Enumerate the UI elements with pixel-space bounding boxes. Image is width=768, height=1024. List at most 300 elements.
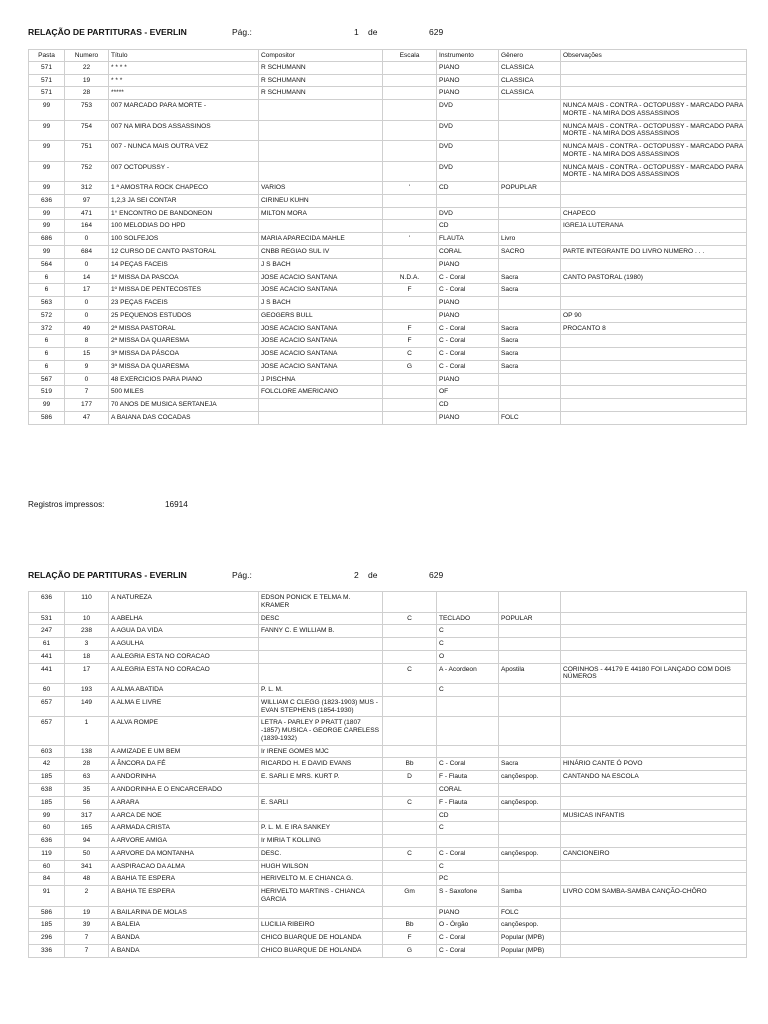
cell-titulo: A ARVORE DA MONTANHA [109, 847, 259, 860]
table-row [29, 906, 747, 919]
cell-escala [383, 696, 437, 717]
cell-titulo: A NATUREZA [109, 592, 259, 613]
cell-observacoes [561, 411, 747, 424]
cell-numero: 49 [65, 322, 109, 335]
cell-instrumento: C [437, 638, 499, 651]
cell-numero: 149 [65, 696, 109, 717]
cell-numero: 341 [65, 860, 109, 873]
cell-pasta: 564 [29, 258, 65, 271]
table-row [29, 696, 747, 717]
cell-numero: 22 [65, 61, 109, 74]
cell-escala [383, 309, 437, 322]
cell-instrumento: C [437, 684, 499, 697]
cell-numero: 17 [65, 284, 109, 297]
cell-titulo: A ALMA E LIVRE [109, 696, 259, 717]
cell-instrumento: C [437, 625, 499, 638]
cell-instrumento: DVD [437, 120, 499, 141]
table-row [29, 220, 747, 233]
cell-titulo: 3ª MISSA DA PÁSCOA [109, 348, 259, 361]
cell-numero: 317 [65, 809, 109, 822]
cell-numero: 751 [65, 141, 109, 162]
cell-escala [383, 399, 437, 412]
cell-genero: POPUPLAR [499, 182, 561, 195]
table-row [29, 411, 747, 424]
cell-escala: C [383, 847, 437, 860]
cell-genero [499, 822, 561, 835]
cell-genero [499, 120, 561, 141]
cell-escala: D [383, 771, 437, 784]
table-row [29, 61, 747, 74]
cell-genero [499, 258, 561, 271]
cell-titulo: A AGUA DA VIDA [109, 625, 259, 638]
cell-genero [499, 220, 561, 233]
cell-compositor: GEOGERS BULL [259, 309, 383, 322]
table-row [29, 625, 747, 638]
cell-observacoes: CORINHOS - 44179 E 44180 FOI LANÇADO COM DOIS NÚMEROS [561, 663, 747, 684]
cell-numero: 177 [65, 399, 109, 412]
cell-genero: Sacra [499, 271, 561, 284]
cell-numero: 7 [65, 944, 109, 957]
cell-compositor: CIRINEU KUHN [259, 194, 383, 207]
cell-genero: CLASSICA [499, 87, 561, 100]
cell-genero [499, 696, 561, 717]
cell-compositor: Ir IRENE GOMES MJC [259, 745, 383, 758]
cell-pasta: 441 [29, 650, 65, 663]
cell-observacoes [561, 696, 747, 717]
page-number: 2 [354, 570, 359, 580]
table-row [29, 638, 747, 651]
records-table-page-2 [28, 591, 747, 958]
cell-numero: 35 [65, 784, 109, 797]
cell-titulo: 007 NA MIRA DOS ASSASSINOS [109, 120, 259, 141]
cell-titulo: 1° ENCONTRO DE BANDONEON [109, 207, 259, 220]
cell-titulo: 007 - NUNCA MAIS OUTRA VEZ [109, 141, 259, 162]
cell-titulo: * * * [109, 74, 259, 87]
cell-compositor [259, 220, 383, 233]
cell-compositor: P. L. M. E IRA SANKEY [259, 822, 383, 835]
table-row [29, 207, 747, 220]
table-row [29, 684, 747, 697]
table-header-row [29, 50, 747, 62]
cell-instrumento: C - Coral [437, 758, 499, 771]
cell-numero: 1 [65, 717, 109, 745]
cell-instrumento: F - Flauta [437, 771, 499, 784]
table-row [29, 348, 747, 361]
cell-escala [383, 822, 437, 835]
cell-observacoes [561, 360, 747, 373]
cell-compositor: JOSE ACACIO SANTANA [259, 360, 383, 373]
cell-escala [383, 246, 437, 259]
cell-genero: Popular (MPB) [499, 932, 561, 945]
cell-instrumento: C - Coral [437, 322, 499, 335]
table-row [29, 919, 747, 932]
cell-observacoes [561, 592, 747, 613]
cell-genero: Sacra [499, 348, 561, 361]
cell-compositor: R SCHUMANN [259, 87, 383, 100]
cell-escala [383, 220, 437, 233]
cell-genero: FOLC [499, 411, 561, 424]
cell-observacoes [561, 906, 747, 919]
cell-pasta: 61 [29, 638, 65, 651]
cell-numero: 752 [65, 161, 109, 182]
cell-escala: C [383, 612, 437, 625]
cell-pasta: 571 [29, 74, 65, 87]
cell-escala [383, 906, 437, 919]
cell-escala [383, 120, 437, 141]
cell-numero: 138 [65, 745, 109, 758]
cell-escala [383, 297, 437, 310]
cell-numero: 14 [65, 271, 109, 284]
cell-genero [499, 309, 561, 322]
table-row [29, 322, 747, 335]
cell-pasta: 247 [29, 625, 65, 638]
cell-titulo: A ALVA ROMPE [109, 717, 259, 745]
cell-escala: F [383, 284, 437, 297]
cell-numero: 0 [65, 297, 109, 310]
cell-instrumento: PIANO [437, 258, 499, 271]
cell-numero: 18 [65, 650, 109, 663]
table-row [29, 246, 747, 259]
cell-numero: 50 [65, 847, 109, 860]
cell-genero [499, 592, 561, 613]
records-printed-value: 16914 [165, 500, 188, 509]
cell-instrumento: PIANO [437, 906, 499, 919]
cell-titulo: 3ª MISSA DA QUARESMA [109, 360, 259, 373]
cell-numero: 0 [65, 233, 109, 246]
table-row [29, 796, 747, 809]
cell-numero: 48 [65, 873, 109, 886]
table-row [29, 386, 747, 399]
cell-escala: C [383, 796, 437, 809]
cell-compositor: J S BACH [259, 297, 383, 310]
cell-escala: ' [383, 182, 437, 195]
cell-compositor: JOSE ACACIO SANTANA [259, 348, 383, 361]
cell-titulo: A BAHIA TE ESPERA [109, 873, 259, 886]
cell-compositor [259, 100, 383, 121]
cell-observacoes [561, 919, 747, 932]
table-row [29, 120, 747, 141]
cell-titulo: 100 MELODIAS DO HPD [109, 220, 259, 233]
cell-escala: Bb [383, 919, 437, 932]
cell-pasta: 42 [29, 758, 65, 771]
cell-compositor: WILLIAM C CLEGG (1823-1903) MUS - EVAN STEPHENS (1854-1930) [259, 696, 383, 717]
cell-genero: FOLC [499, 906, 561, 919]
cell-instrumento: PIANO [437, 309, 499, 322]
cell-compositor [259, 784, 383, 797]
cell-escala [383, 873, 437, 886]
cell-titulo: 2ª MISSA PASTORAL [109, 322, 259, 335]
cell-instrumento: C - Coral [437, 932, 499, 945]
cell-instrumento: C - Coral [437, 271, 499, 284]
cell-instrumento [437, 717, 499, 745]
cell-titulo: A ÂNCORA DA FÉ [109, 758, 259, 771]
cell-escala [383, 638, 437, 651]
cell-instrumento: TECLADO [437, 612, 499, 625]
cell-observacoes: NUNCA MAIS - CONTRA - OCTOPUSSY - MARCADO PARA MORTE - NA MIRA DOS ASSASSINOS [561, 120, 747, 141]
cell-pasta: 571 [29, 61, 65, 74]
cell-titulo: A AGULHA [109, 638, 259, 651]
cell-numero: 28 [65, 758, 109, 771]
cell-observacoes: LIVRO COM SAMBA-SAMBA CANÇÃO-CHÔRO [561, 886, 747, 907]
cell-titulo: A ANDORINHA [109, 771, 259, 784]
cell-genero [499, 835, 561, 848]
table-row [29, 182, 747, 195]
cell-escala: N.D.A. [383, 271, 437, 284]
cell-instrumento: CD [437, 399, 499, 412]
table-row [29, 758, 747, 771]
cell-compositor: DESC [259, 612, 383, 625]
cell-observacoes [561, 335, 747, 348]
table-row [29, 771, 747, 784]
cell-numero: 754 [65, 120, 109, 141]
cell-pasta: 657 [29, 696, 65, 717]
cell-observacoes [561, 796, 747, 809]
cell-observacoes [561, 233, 747, 246]
cell-compositor: E. SARLI [259, 796, 383, 809]
table-row [29, 822, 747, 835]
cell-genero [499, 638, 561, 651]
cell-pasta: 636 [29, 592, 65, 613]
cell-numero: 238 [65, 625, 109, 638]
cell-pasta: 99 [29, 182, 65, 195]
cell-genero [499, 873, 561, 886]
cell-compositor: MILTON MORA [259, 207, 383, 220]
cell-pasta: 296 [29, 932, 65, 945]
cell-compositor [259, 650, 383, 663]
cell-numero: 9 [65, 360, 109, 373]
cell-genero: Sacra [499, 360, 561, 373]
cell-genero: Sacra [499, 322, 561, 335]
cell-titulo: 1º MISSA DA PASCOA [109, 271, 259, 284]
cell-observacoes [561, 87, 747, 100]
cell-titulo: A BANDA [109, 932, 259, 945]
cell-compositor: Ir MIRIA T KOLLING [259, 835, 383, 848]
cell-genero: Sacra [499, 284, 561, 297]
cell-compositor [259, 141, 383, 162]
cell-genero [499, 399, 561, 412]
cell-pasta: 6 [29, 348, 65, 361]
cell-pasta: 99 [29, 141, 65, 162]
cell-escala [383, 684, 437, 697]
cell-instrumento [437, 194, 499, 207]
cell-observacoes: CANTANDO NA ESCOLA [561, 771, 747, 784]
cell-pasta: 336 [29, 944, 65, 957]
cell-pasta: 372 [29, 322, 65, 335]
cell-genero [499, 386, 561, 399]
cell-observacoes [561, 612, 747, 625]
cell-compositor [259, 411, 383, 424]
cell-genero [499, 809, 561, 822]
cell-pasta: 636 [29, 835, 65, 848]
cell-genero: cançõespop. [499, 771, 561, 784]
cell-pasta: 6 [29, 284, 65, 297]
cell-escala: Gm [383, 886, 437, 907]
cell-compositor: JOSE ACACIO SANTANA [259, 335, 383, 348]
cell-escala [383, 745, 437, 758]
cell-instrumento: S - Saxofone [437, 886, 499, 907]
cell-compositor: CHICO BUARQUE DE HOLANDA [259, 944, 383, 957]
cell-compositor [259, 638, 383, 651]
cell-escala [383, 61, 437, 74]
cell-observacoes [561, 194, 747, 207]
table-row [29, 612, 747, 625]
cell-instrumento: C - Coral [437, 335, 499, 348]
cell-instrumento: PIANO [437, 87, 499, 100]
cell-instrumento [437, 592, 499, 613]
cell-genero: cançõespop. [499, 796, 561, 809]
cell-instrumento: O - Órgão [437, 919, 499, 932]
cell-pasta: 99 [29, 809, 65, 822]
cell-titulo: 1 ª AMOSTRA ROCK CHAPECO [109, 182, 259, 195]
cell-compositor: JOSE ACACIO SANTANA [259, 322, 383, 335]
cell-observacoes: IGREJA LUTERANA [561, 220, 747, 233]
cell-genero: CLASSICA [499, 74, 561, 87]
table-row [29, 284, 747, 297]
cell-numero: 164 [65, 220, 109, 233]
table-row [29, 847, 747, 860]
cell-numero: 8 [65, 335, 109, 348]
cell-pasta: 567 [29, 373, 65, 386]
cell-titulo: 48 EXERCICIOS PARA PIANO [109, 373, 259, 386]
cell-instrumento: CORAL [437, 246, 499, 259]
cell-titulo: 1º MISSA DE PENTECOSTES [109, 284, 259, 297]
cell-pasta: 636 [29, 194, 65, 207]
cell-numero: 39 [65, 919, 109, 932]
cell-numero: 2 [65, 886, 109, 907]
cell-titulo: A ALMA ABATIDA [109, 684, 259, 697]
cell-pasta: 91 [29, 886, 65, 907]
cell-numero: 753 [65, 100, 109, 121]
cell-escala: C [383, 348, 437, 361]
cell-observacoes [561, 860, 747, 873]
cell-compositor: LETRA - PARLEY P PRATT (1807 -1857) MUSICA - GEORGE CARELESS (1839-1932) [259, 717, 383, 745]
cell-escala [383, 860, 437, 873]
cell-titulo: A ANDORINHA E O ENCARCERADO [109, 784, 259, 797]
cell-titulo: A ALEGRIA ESTA NO CORACAO [109, 663, 259, 684]
cell-numero: 28 [65, 87, 109, 100]
cell-pasta: 531 [29, 612, 65, 625]
cell-observacoes [561, 717, 747, 745]
table-row [29, 717, 747, 745]
cell-pasta: 99 [29, 207, 65, 220]
cell-observacoes [561, 348, 747, 361]
records-printed-label: Registros impressos: [28, 500, 105, 509]
cell-escala [383, 161, 437, 182]
cell-titulo: A BAILARINA DE MOLAS [109, 906, 259, 919]
cell-instrumento: C [437, 860, 499, 873]
cell-escala [383, 87, 437, 100]
cell-instrumento: FLAUTA [437, 233, 499, 246]
page-number: 1 [354, 27, 359, 37]
cell-genero: POPULAR [499, 612, 561, 625]
cell-genero [499, 141, 561, 162]
cell-observacoes [561, 399, 747, 412]
page-1-header [28, 27, 748, 41]
table-row [29, 932, 747, 945]
cell-observacoes [561, 182, 747, 195]
cell-pasta: 638 [29, 784, 65, 797]
column-header-instrumento: Instrumento [437, 50, 499, 62]
cell-genero: Sacra [499, 758, 561, 771]
cell-observacoes: CANTO PASTORAL (1980) [561, 271, 747, 284]
cell-observacoes [561, 932, 747, 945]
cell-titulo: 70 ANOS DE MUSICA SERTANEJA [109, 399, 259, 412]
cell-escala [383, 411, 437, 424]
cell-observacoes: NUNCA MAIS - CONTRA - OCTOPUSSY - MARCADO PARA MORTE - NA MIRA DOS ASSASSINOS [561, 100, 747, 121]
cell-titulo: 2ª MISSA DA QUARESMA [109, 335, 259, 348]
cell-escala [383, 100, 437, 121]
cell-titulo: A ARVORE AMIGA [109, 835, 259, 848]
cell-titulo: A AMIZADE E UM BEM [109, 745, 259, 758]
cell-compositor: VARIOS [259, 182, 383, 195]
cell-numero: 193 [65, 684, 109, 697]
cell-genero [499, 860, 561, 873]
cell-escala [383, 141, 437, 162]
cell-instrumento: PIANO [437, 61, 499, 74]
cell-escala [383, 386, 437, 399]
cell-pasta: 6 [29, 360, 65, 373]
report-title: RELAÇÃO DE PARTITURAS - EVERLIN [28, 27, 187, 37]
cell-observacoes [561, 297, 747, 310]
column-header-observacoes: Observações [561, 50, 747, 62]
table-row [29, 860, 747, 873]
cell-observacoes [561, 684, 747, 697]
cell-pasta: 84 [29, 873, 65, 886]
cell-instrumento [437, 745, 499, 758]
cell-genero [499, 100, 561, 121]
cell-titulo: 14 PEÇAS FACEIS [109, 258, 259, 271]
cell-numero: 165 [65, 822, 109, 835]
cell-escala [383, 650, 437, 663]
table-row [29, 141, 747, 162]
cell-observacoes [561, 835, 747, 848]
cell-numero: 471 [65, 207, 109, 220]
cell-compositor: JOSE ACACIO SANTANA [259, 271, 383, 284]
cell-compositor [259, 399, 383, 412]
cell-observacoes [561, 386, 747, 399]
cell-compositor: HUGH WILSON [259, 860, 383, 873]
cell-compositor: FANNY C. E WILLIAM B. [259, 625, 383, 638]
cell-titulo: A ARARA [109, 796, 259, 809]
cell-genero: Livro [499, 233, 561, 246]
cell-instrumento: PIANO [437, 74, 499, 87]
cell-numero: 312 [65, 182, 109, 195]
cell-titulo: 500 MILES [109, 386, 259, 399]
page-2-header [28, 570, 748, 584]
cell-escala [383, 784, 437, 797]
cell-pasta: 603 [29, 745, 65, 758]
cell-escala: ' [383, 233, 437, 246]
cell-titulo: A BALEIA [109, 919, 259, 932]
table-row [29, 886, 747, 907]
table-row [29, 650, 747, 663]
cell-genero: cançõespop. [499, 847, 561, 860]
total-pages: 629 [429, 570, 444, 580]
cell-numero: 56 [65, 796, 109, 809]
cell-pasta: 6 [29, 271, 65, 284]
cell-instrumento: DVD [437, 141, 499, 162]
table-row [29, 258, 747, 271]
table-row [29, 373, 747, 386]
cell-genero [499, 650, 561, 663]
cell-titulo: 1,2,3 JA SEI CONTAR [109, 194, 259, 207]
cell-escala: G [383, 360, 437, 373]
cell-instrumento: PIANO [437, 373, 499, 386]
cell-pasta: 99 [29, 120, 65, 141]
cell-numero: 684 [65, 246, 109, 259]
cell-pasta: 571 [29, 87, 65, 100]
cell-compositor: JOSE ACACIO SANTANA [259, 284, 383, 297]
